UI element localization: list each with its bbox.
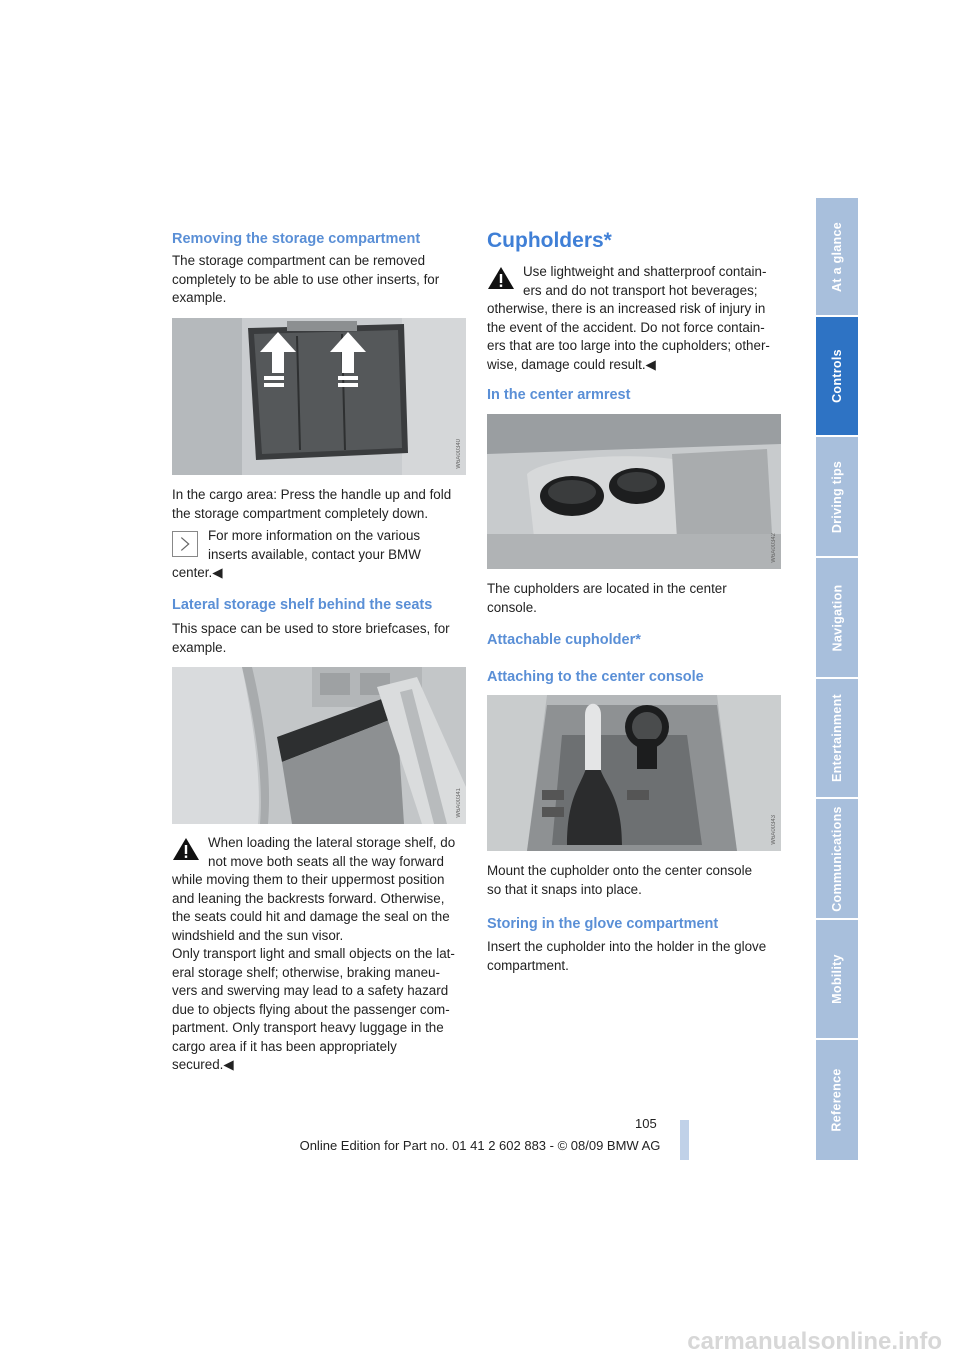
tab-entertainment[interactable]: [816, 679, 858, 797]
line: due to objects flying about the passenger com-: [172, 1001, 450, 1017]
tab-label: Driving tips: [830, 460, 845, 533]
tab-communications[interactable]: [816, 799, 858, 918]
tab-driving-tips[interactable]: [816, 437, 858, 556]
center-armrest-photo: [487, 414, 781, 569]
line: partment. Only transport heavy luggage in the: [172, 1020, 444, 1035]
line: the storage compartment completely down.: [172, 505, 429, 521]
heading-attachable-cupholder: Attachable cupholder*: [487, 632, 641, 648]
line: example.: [172, 290, 227, 305]
line: secured.◀: [172, 1057, 234, 1072]
line: otherwise, there is an increased risk of injury in: [487, 301, 766, 316]
line: In the cargo area: Press the handle up and fold: [172, 487, 452, 502]
line: ers and do not transport hot beverages;: [523, 282, 758, 298]
line: Use lightweight and shatterproof contain-: [523, 264, 767, 279]
storage-compartment-illustration: [172, 318, 466, 475]
page-number: 105: [635, 1116, 657, 1131]
line: This space can be used to store briefcases, for: [172, 621, 450, 636]
line: cargo area if it has been appropriately: [172, 1038, 397, 1054]
footer-text: Online Edition for Part no. 01 41 2 602 883 - © 08/09 BMW AG: [299, 1138, 661, 1153]
tab-navigation[interactable]: [816, 558, 858, 677]
line: vers and swerving may lead to a safety hazard: [172, 983, 449, 998]
line: The cupholders are located in the center: [487, 581, 727, 596]
line: the seats could hit and damage the seal on the: [172, 909, 450, 924]
photo-code: W6A00340: [456, 439, 462, 469]
lateral-shelf-illustration: [172, 667, 466, 824]
line: inserts available, contact your BMW: [208, 546, 421, 562]
heading-lateral-shelf: Lateral storage shelf behind the seats: [172, 597, 433, 613]
line: center.◀: [172, 565, 223, 580]
line: compartment.: [487, 957, 569, 973]
line: not move both seats all the way forward: [208, 853, 444, 869]
center-armrest-illustration: [487, 414, 781, 569]
line: Insert the cupholder into the holder in the glove: [487, 939, 767, 954]
line: wise, damage could result.◀: [487, 356, 656, 372]
note-paragraph: [172, 527, 466, 583]
chapter-sidebar: [816, 198, 858, 1160]
line: When loading the lateral storage shelf, do: [208, 835, 456, 850]
tab-label: Entertainment: [830, 694, 845, 782]
line: The storage compartment can be removed: [172, 253, 426, 268]
lateral-shelf-photo: [172, 667, 466, 824]
tab-controls[interactable]: [816, 317, 858, 435]
watermark-logo: carmanualsonline.info: [687, 1328, 942, 1355]
photo-code: W6A00343: [771, 815, 777, 845]
removing-paragraph: [172, 252, 466, 308]
heading-storing-glove: Storing in the glove compartment: [487, 916, 719, 932]
heading-center-armrest: In the center armrest: [487, 387, 631, 403]
heading-removing-storage: Removing the storage compartment: [172, 231, 421, 247]
cupholder-warning-paragraph: [487, 263, 781, 374]
cargo-area-paragraph: [172, 486, 466, 523]
tab-mobility[interactable]: [816, 920, 858, 1038]
heading-attaching-console: Attaching to the center console: [487, 669, 704, 685]
storage-compartment-photo: [172, 318, 466, 475]
line: eral storage shelf; otherwise, braking maneu-: [172, 964, 440, 980]
tab-label: Reference: [830, 1068, 844, 1132]
line: the event of the accident. Do not force contain-: [487, 319, 765, 335]
line: windshield and the sun visor.: [172, 927, 344, 943]
armrest-paragraph: [487, 580, 781, 617]
photo-code: W6A00342: [771, 533, 777, 563]
line: For more information on the various: [208, 528, 421, 543]
line: ers that are too large into the cupholders; other-: [487, 338, 770, 353]
center-console-illustration: [487, 695, 781, 851]
line: Mount the cupholder onto the center console: [487, 863, 753, 878]
tab-at-a-glance[interactable]: [816, 198, 858, 315]
center-console-photo: [487, 695, 781, 851]
line: Only transport light and small objects on the lat-: [172, 946, 455, 961]
heading-cupholders: Cupholders*: [487, 229, 612, 252]
line: so that it snaps into place.: [487, 881, 642, 897]
photo-code: W6A00341: [456, 788, 462, 818]
line: and leaning the backrests forward. Otherwise,: [172, 890, 445, 906]
line: console.: [487, 599, 537, 615]
tab-label: Navigation: [830, 584, 844, 651]
tab-label: Communications: [830, 805, 845, 912]
line: while moving them to their uppermost position: [172, 872, 445, 887]
line: completely to be able to use other inserts, for: [172, 271, 440, 287]
attaching-paragraph: [487, 862, 781, 899]
lateral-warning-paragraph: [172, 834, 466, 1075]
lateral-paragraph: [172, 620, 466, 657]
tab-label: Controls: [830, 349, 845, 403]
tab-label: Mobility: [830, 954, 844, 1004]
line: example.: [172, 639, 227, 655]
tab-label: At a glance: [830, 221, 844, 292]
storing-paragraph: [487, 938, 781, 975]
